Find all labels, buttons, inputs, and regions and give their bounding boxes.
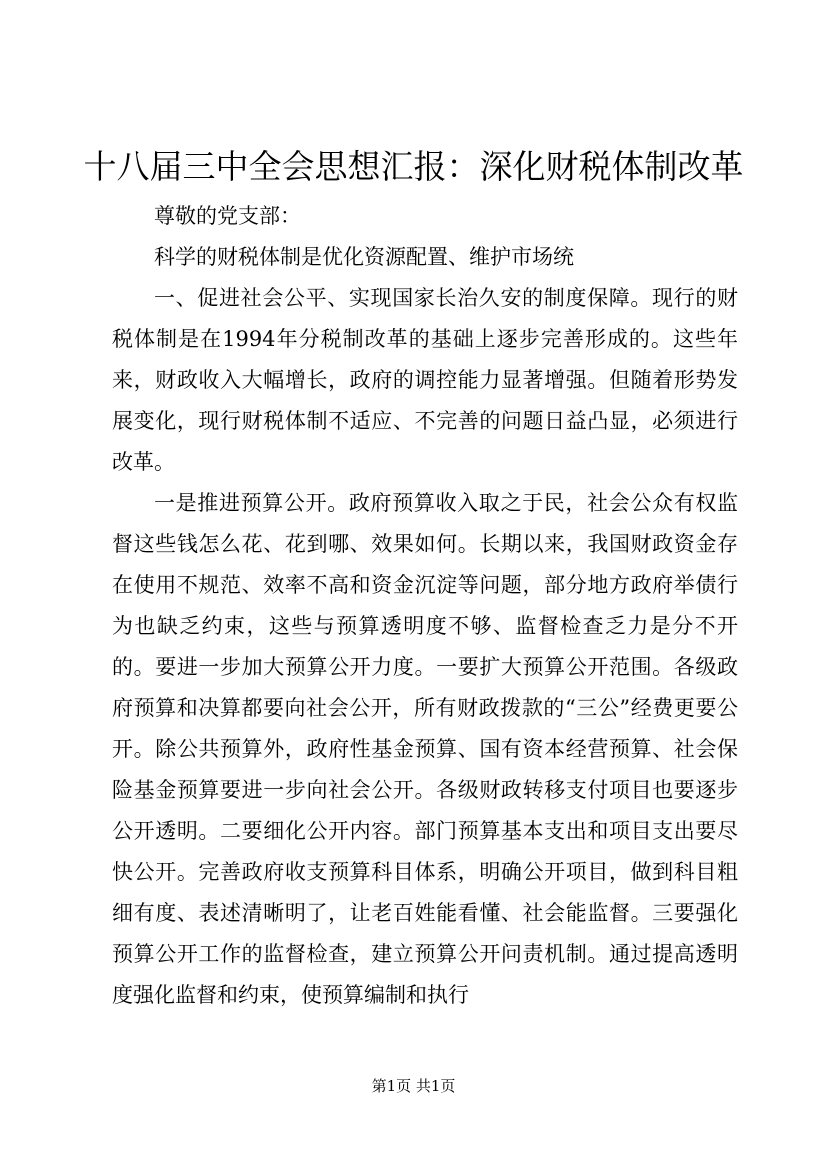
paragraph-budget-openness: 一是推进预算公开。政府预算收入取之于民，社会公众有权监督这些钱怎么花、花到哪、效果如何。长期以来，我国财政资金存在使用不规范、效率不高和资金沉淀等问题，部分地方政府举债行为也缺乏约束，这些与预算透明度不够、监督检查乏力是分不开的。要进一步加大预算公开力度。一要扩大预算公开范围。各级政府预算和决算都要向社会公开，所有财政拨款的“三公”经费更要公开。除公共预算外，政府性基金预算、国有资本经营预算、社会保险基金预算要进一步向社会公开。各级财政转移支付项目也要逐步公开透明。二要细化公开内容。部门预算基本支出和项目支出要尽快公开。完善政府收支预算科目体系，明确公开项目，做到科目粗细有度、表述清晰明了，让老百姓能看懂、社会能监督。三要强化预算公开工作的监督检查，建立预算公开问责机制。通过提高透明度强化监督和约束，使预算编制和执行 bbox=[112, 491, 738, 1007]
salutation: 尊敬的党支部： bbox=[154, 204, 301, 228]
document-body bbox=[112, 196, 738, 1016]
document-title: 十八届三中全会思想汇报：深化财税体制改革 bbox=[83, 147, 744, 186]
paragraph-background: 一、促进社会公平、实现国家长治久安的制度保障。现行的财税体制是在1994年分税制改革的基础上逐步完善形成的。这些年来，财政收入大幅增长，政府的调控能力显著增强。但随着形势发展变化，现行财税体制不适应、不完善的问题日益凸显，必须进行改革。 bbox=[112, 286, 738, 474]
page-number-footer: 第1页 共1页 bbox=[371, 1077, 456, 1095]
paragraph-intro: 科学的财税体制是优化资源配置、维护市场统 bbox=[154, 245, 574, 269]
